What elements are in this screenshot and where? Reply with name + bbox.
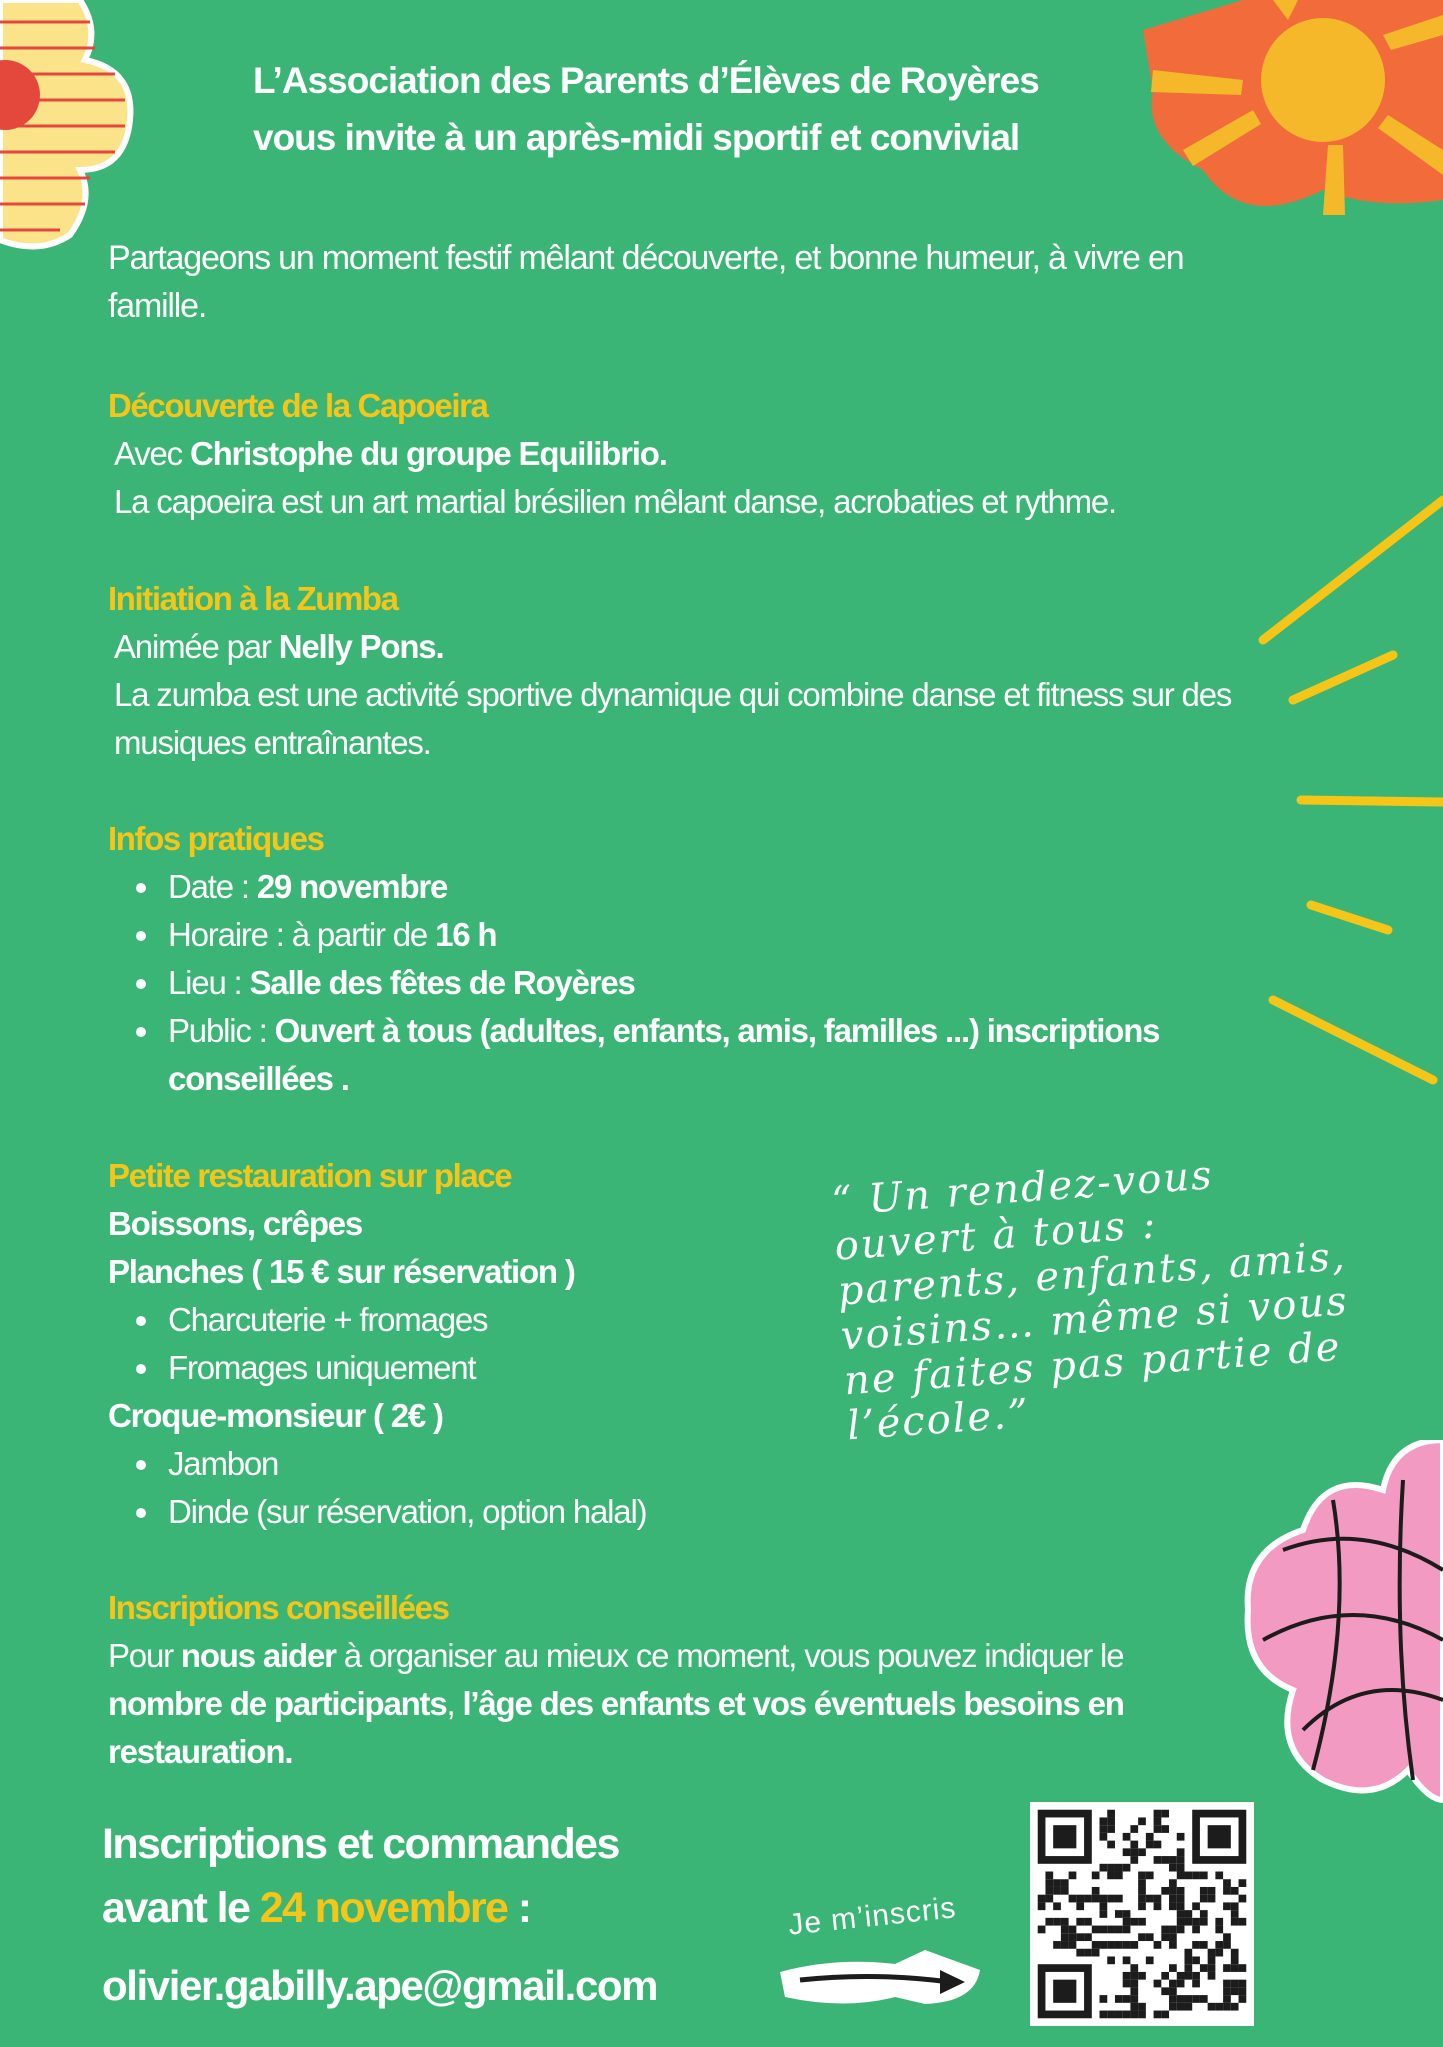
sun-rays-decoration bbox=[1243, 490, 1443, 1090]
header-line-1: L’Association des Parents d’Élèves de Royères bbox=[253, 60, 1039, 101]
info-date: Date : 29 novembre bbox=[168, 863, 1268, 911]
inscriptions-text: Pour nous aider à organiser au mieux ce moment, vous pouvez indiquer le nombre de participants, l’âge des enfants et vos éventuels besoins en restauration. bbox=[108, 1637, 1124, 1770]
header-line-2: vous invite à un après-midi sportif et convivial bbox=[253, 117, 1020, 158]
signup-label: Je m’inscris bbox=[786, 1891, 958, 1942]
header-title bbox=[253, 52, 1153, 166]
infos-section bbox=[108, 815, 1268, 1103]
info-horaire: Horaire : à partir de 16 h bbox=[168, 911, 1268, 959]
sun-decoration bbox=[1123, 0, 1443, 240]
restauration-heading: Petite restauration sur place bbox=[108, 1157, 512, 1194]
restauration-section bbox=[108, 1152, 808, 1536]
contact-email-link[interactable]: olivier.gabilly.ape@gmail.com bbox=[102, 1962, 658, 2009]
capoeira-avec: Avec bbox=[114, 435, 190, 472]
list-item: Charcuterie + fromages bbox=[168, 1296, 808, 1344]
croque-list bbox=[108, 1440, 808, 1536]
yellow-flower-decoration bbox=[0, 0, 140, 250]
capoeira-description: La capoeira est un art martial brésilien mêlant danse, acrobaties et rythme. bbox=[114, 483, 1117, 520]
list-item: Fromages uniquement bbox=[168, 1344, 808, 1392]
planches-label: Planches ( 15 € sur réservation ) bbox=[108, 1253, 575, 1290]
qr-code-image bbox=[1030, 1802, 1254, 2026]
capoeira-section bbox=[108, 382, 1268, 526]
deadline-line-1: Inscriptions et commandes bbox=[102, 1820, 619, 1868]
deadline-date: 24 novembre bbox=[259, 1884, 508, 1932]
intro-text: Partageons un moment festif mêlant découverte, et bonne humeur, à vivre en famille. bbox=[108, 239, 1184, 325]
deadline-title bbox=[102, 1812, 802, 1940]
deadline-line-2: avant le 24 novembre : bbox=[102, 1884, 531, 1932]
zumba-section bbox=[108, 575, 1268, 767]
list-item: Dinde (sur réservation, option halal) bbox=[168, 1488, 808, 1536]
capoeira-instructor: Christophe du groupe Equilibrio. bbox=[189, 435, 667, 472]
pink-flower-decoration bbox=[1243, 1440, 1443, 1810]
arrow-icon bbox=[775, 1942, 985, 2022]
qr-code[interactable] bbox=[1030, 1802, 1254, 2026]
info-public: Public : Ouvert à tous (adultes, enfants, amis, familles ...) inscriptions conseillées . bbox=[168, 1007, 1228, 1103]
inscriptions-section bbox=[108, 1584, 1238, 1776]
infos-list bbox=[108, 863, 1268, 1103]
zumba-heading: Initiation à la Zumba bbox=[108, 580, 398, 617]
inscriptions-heading: Inscriptions conseillées bbox=[108, 1589, 449, 1626]
info-lieu: Lieu : Salle des fêtes de Royères bbox=[168, 959, 1268, 1007]
capoeira-heading: Découverte de la Capoeira bbox=[108, 387, 488, 424]
planches-list bbox=[108, 1296, 808, 1392]
boissons-label: Boissons, crêpes bbox=[108, 1205, 363, 1242]
list-item: Jambon bbox=[168, 1440, 808, 1488]
zumba-description: La zumba est une activité sportive dynamique qui combine danse et fitness sur des musiques entraînantes. bbox=[114, 676, 1232, 761]
zumba-anim: Animée par bbox=[114, 628, 279, 665]
croque-label: Croque-monsieur ( 2€ ) bbox=[108, 1397, 443, 1434]
zumba-instructor: Nelly Pons. bbox=[278, 628, 444, 665]
infos-heading: Infos pratiques bbox=[108, 820, 324, 857]
quote-text: “ Un rendez-vous ouvert à tous : parents, enfants, amis, voisins… même si vous ne faites pas partie de l’école.” bbox=[829, 1152, 1351, 1450]
